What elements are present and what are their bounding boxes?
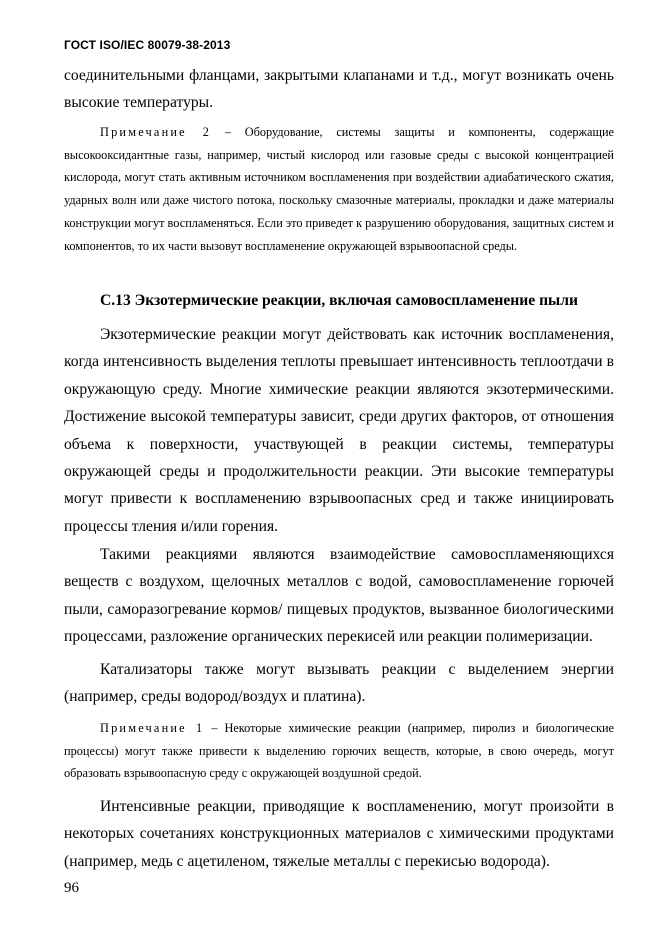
note-1-text: – Некоторые химические реакции (например, пиролиз и биологические процессы) могут также привести к выделению горючих веществ, которые, в свою очередь, могут образовать взрывоопасную среду с окружающей воздушной средой. xyxy=(64,721,615,781)
section-title: С.13 Экзотермические реакции, включая самовоспламенение пыли xyxy=(100,292,578,309)
page-number: 96 xyxy=(64,880,79,896)
note-1-label: Примечание 1 xyxy=(100,721,205,735)
note-2-text: – Оборудование, системы защиты и компоненты, содержащие высокооксидантные газы, например, чистый кислород или газовые среды с высокой концентрацией кислорода, могут стать активным источником воспламенения при воздействии адиабатического сжатия, ударных волн или даже чистого потока, поскольку смазочные материалы, прокладки и даже материалы конструкции могут воспламеняться. Если это приведет к разрушению оборудования, защитных систем и компонентов, то их части вызовут воспламенение окружающей взрывоопасной среды. xyxy=(64,125,615,253)
intensive-reactions-paragraph: Интенсивные реакции, приводящие к воспламенению, могут произойти в некоторых сочетаниях конструкционных материалов с химическими продуктами (например, медь с ацетиленом, тяжелые металлы с перекисью водорода). xyxy=(64,798,614,870)
exothermic-paragraph: Экзотермические реакции могут действовать как источник воспламенения, когда интенсивность выделения теплоты превышает интенсивность теплоотдачи в окружающую среду. Многие химические реакции являются экзотермическими. Достижение высокой температуры зависит, среди других факторов, от отношения объема к поверхности, участвующей в реакции системы, температуры окружающей среды и продолжительности реакции. Эти высокие температуры могут привести к воспламенению взрывоопасных сред и также инициировать процессы тления и/или горения. xyxy=(64,326,614,535)
note-1 xyxy=(64,717,614,785)
reactions-paragraph: Такими реакциями являются взаимодействие самовоспламеняющихся веществ с воздухом, щелочных металлов с водой, самовоспламенение горючей пыли, саморазогревание кормов/ пищевых продуктов, вызванное биологическими процессами, разложение органических перекисей или реакции полимеризации. xyxy=(64,546,614,646)
note-2 xyxy=(64,121,614,257)
note-2-label: Примечание 2 xyxy=(100,125,212,139)
continuation-paragraph: соединительными фланцами, закрытыми клапанами и т.д., могут возникать очень высокие температуры. xyxy=(64,67,614,112)
catalysts-paragraph: Катализаторы также могут вызывать реакции с выделением энергии (например, среды водород/воздух и платина). xyxy=(64,661,614,706)
standard-header: ГОСТ ISO/IEC 80079-38-2013 xyxy=(64,38,231,52)
